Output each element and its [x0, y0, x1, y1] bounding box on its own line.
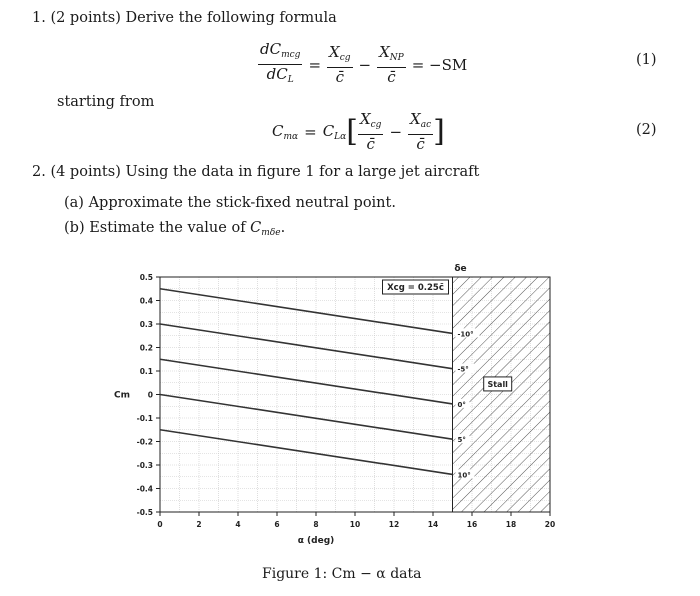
- x-tick-label: 2: [196, 520, 202, 529]
- equation-2: $C_{m\alpha} = C_{L\alpha}$[ $\frac{X_{cg}}{c̄}$ − $\frac{X_{ac}}{c̄}$ ]: [272, 110, 445, 153]
- series-label: 10°: [457, 471, 471, 480]
- starting-from-text: starting from: [57, 94, 155, 110]
- x-tick-label: 4: [235, 520, 241, 529]
- y-tick-label: 0: [147, 390, 153, 400]
- x-tick-label: 12: [388, 520, 400, 529]
- stall-label: Stall: [487, 379, 508, 389]
- x-axis-ticks: [157, 512, 555, 529]
- x-tick-label: 16: [466, 520, 478, 529]
- equation-1-number: (1): [636, 52, 657, 68]
- x-tick-label: 6: [274, 520, 280, 529]
- y-tick-label: -0.2: [136, 437, 153, 447]
- series-line: [160, 430, 453, 475]
- series-lines: [160, 289, 453, 475]
- y-tick-label: 0.2: [139, 343, 153, 353]
- question-2b-text: (b) Estimate the value of $C_{m\delta e}$.: [64, 220, 286, 238]
- series-line: [160, 395, 453, 440]
- delta-e-label: δe: [454, 264, 467, 274]
- question-2a-text: (a) Approximate the stick-fixed neutral point.: [64, 195, 396, 211]
- y-tick-label: 0.5: [139, 273, 153, 282]
- x-tick-label: 18: [505, 520, 517, 529]
- x-tick-label: 20: [544, 520, 556, 529]
- equation-2-number: (2): [636, 122, 657, 138]
- y-axis-label: Cm: [114, 390, 130, 401]
- y-tick-label: -0.3: [136, 461, 153, 470]
- figure-caption: Figure 1: Cm − α data: [262, 566, 422, 582]
- x-tick-label: 8: [313, 520, 319, 529]
- y-axis-ticks: [137, 273, 160, 517]
- series-line: [160, 359, 453, 404]
- x-tick-label: 10: [349, 520, 361, 529]
- y-tick-label: -0.1: [136, 414, 153, 423]
- series-label: -10°: [457, 330, 474, 339]
- question-2-text: 2. (4 points) Using the data in figure 1 for a large jet aircraft: [32, 164, 480, 180]
- series-label: -5°: [457, 365, 469, 374]
- y-tick-label: -0.4: [136, 484, 153, 494]
- y-tick-label: 0.1: [139, 367, 153, 376]
- series-label: 5°: [457, 436, 466, 445]
- y-tick-label: -0.5: [136, 508, 153, 517]
- x-axis-label: α (deg): [297, 536, 335, 546]
- x-tick-label: 0: [157, 520, 163, 529]
- series-line: [160, 289, 453, 334]
- series-line: [160, 324, 453, 369]
- question-1-text: 1. (2 points) Derive the following formula: [32, 10, 337, 26]
- y-tick-label: 0.4: [139, 296, 153, 306]
- x-tick-label: 14: [427, 520, 439, 529]
- y-tick-label: 0.3: [139, 320, 153, 329]
- series-label: 0°: [457, 400, 466, 409]
- equation-1: $\frac{dC_{mcg}}{dC_L}$ = $\frac{X_{cg}}{c̄}$ − $\frac{X_{NP}}{c̄}$ = −SM: [260, 40, 468, 86]
- xcg-annotation-text: Xcg = 0.25c̄: [387, 283, 444, 293]
